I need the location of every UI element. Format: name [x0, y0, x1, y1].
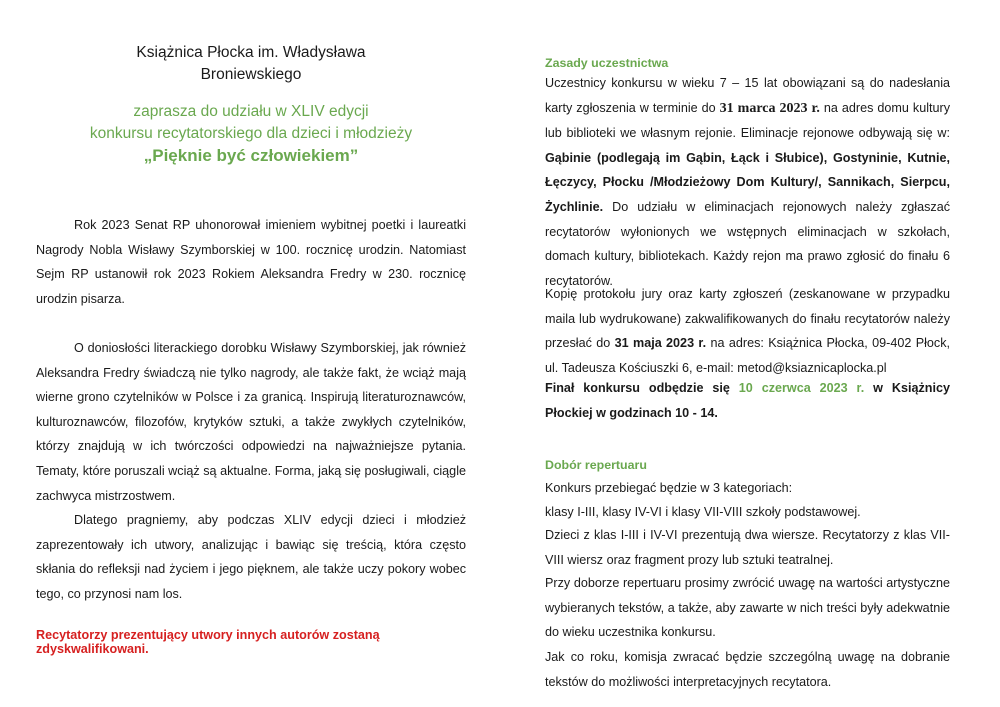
repertoire-paragraph-3: Jak co roku, komisja zwracać będzie szczególną uwagę na dobranie tekstów do możliwości interpretacyjnych recytatora.: [545, 650, 950, 689]
repertoire-paragraph-2: Przy doborze repertuaru prosimy zwrócić uwagę na wartości artystyczne wybieranych tekstów, a także, aby zawarte w nich treści były adekwatnie do wieku uczestnika konkursu.: [545, 576, 950, 640]
final-date: 10 czerwca 2023 r.: [738, 381, 865, 395]
intro-paragraph: Rok 2023 Senat RP uhonorował imieniem wybitnej poetki i laureatki Nagrody Nobla Wisławy Szymborskiej w 100. rocznicę urodzin. Natomiast Sejm RP ustanowił rok 2023 Rokiem Aleksandra Fredry w 230. rocznicę urodzin pisarza.: [36, 218, 466, 306]
rules-text-a: Uczestnicy konkursu w wieku 7 – 15 lat obowiązani są do nadesłania karty zgłoszenia w terminie do: [545, 76, 950, 115]
final-text-a: Finał konkursu odbędzie się: [545, 381, 739, 395]
invitation-paragraph: Dlatego pragniemy, aby podczas XLIV edycji dzieci i młodzież zaprezentowały ich utwory, analizując i bawiąc się treścią, która często skłania do refleksji nad życiem i jego pięknem, ale także uczy pokory wobec tego, co przynosi nam los.: [36, 513, 466, 601]
repertoire-categories: Konkurs przebiegać będzie w 3 kategoriach:: [545, 481, 793, 495]
invitation: [36, 101, 466, 167]
rules-heading: Zasady uczestnictwa: [545, 56, 669, 70]
invitation-line-2: konkursu recytatorskiego dla dzieci i młodzieży: [89, 125, 413, 142]
repertoire-paragraph-1: Dzieci z klas I-III i IV-VI prezentują dwa wiersze. Recytatorzy z klas VII-VIII wiersz oraz fragment prozy lub sztuki teatralnej.: [545, 528, 950, 567]
organizer-line-2: Broniewskiego: [200, 66, 302, 83]
repertoire-classes: klasy I-III, klasy IV-VI i klasy VII-VIII szkoły podstawowej.: [545, 505, 861, 519]
repertoire-heading: Dobór repertuaru: [545, 458, 647, 472]
application-deadline: 31 marca 2023 r.: [719, 100, 820, 116]
organizer-name: [36, 42, 466, 86]
disqualification-warning: Recytatorzy prezentujący utwory innych autorów zostaną zdyskwalifikowani.: [36, 628, 380, 656]
contest-title: „Pięknie być człowiekiem”: [143, 146, 359, 165]
protocol-text-a: Kopię protokołu jury oraz karty zgłoszeń (zeskanowane w przypadku maila lub wydrukowane) zakwalifikowanych do finału recytatorów należy przesłać do: [545, 287, 950, 351]
invitation-line-1: zaprasza do udziału w XLIV edycji: [133, 103, 369, 120]
organizer-line-1: Książnica Płocka im. Władysława: [136, 44, 366, 61]
protocol-deadline: 31 maja 2023 r.: [614, 336, 707, 351]
protocol-address: na adres: Książnica Płocka, 09-402 Płock, ul. Tadeusza Kościuszki 6, e-mail: metod@ksiaznicaplocka.pl: [545, 336, 950, 375]
rules-paragraph-2: [545, 282, 950, 380]
elimination-places: Gąbinie (podlegają im Gąbin, Łąck i Słubice), Gostyninie, Kutnie, Łęczycy, Płocku /Młodzieżowy Dom Kultury/, Sannikach, Sierpcu, Żychlinie.: [545, 150, 950, 214]
rules-paragraph-1: [545, 71, 950, 293]
significance-paragraph: O doniosłości literackiego dorobku Wisławy Szymborskiej, jak również Aleksandra Fredry świadczą nie tylko nagrody, ale także fakt, że wciąż mają wierne grono czytelników w Polsce i za granicą. Inspirują literaturoznawców, kulturoznawców, filozofów, krytyków sztuki, a także zwykłych czytelników, którzy znajdują w ich twórczości odpowiedzi na najważniejsze pytania. Tematy, które poruszali wciąż są aktualne. Forma, jaką się posługiwali, ciągle zachwyca mistrzostwem.: [36, 341, 466, 503]
rules-text-c: Do udziału w eliminacjach rejonowych należy zgłaszać recytatorów wyłonionych we wstępnych eliminacjach w szkołach, domach kultury, bibliotekach. Każdy rejon ma prawo zgłosić do finału 6 recytatorów.: [545, 199, 950, 288]
final-info: [545, 376, 950, 425]
rules-text-b: na adres domu kultury lub biblioteki we własnym rejonie. Eliminacje rejonowe odbywają się w:: [545, 100, 951, 141]
final-text-b: w Książnicy Płockiej w godzinach 10 - 14.: [545, 381, 950, 420]
